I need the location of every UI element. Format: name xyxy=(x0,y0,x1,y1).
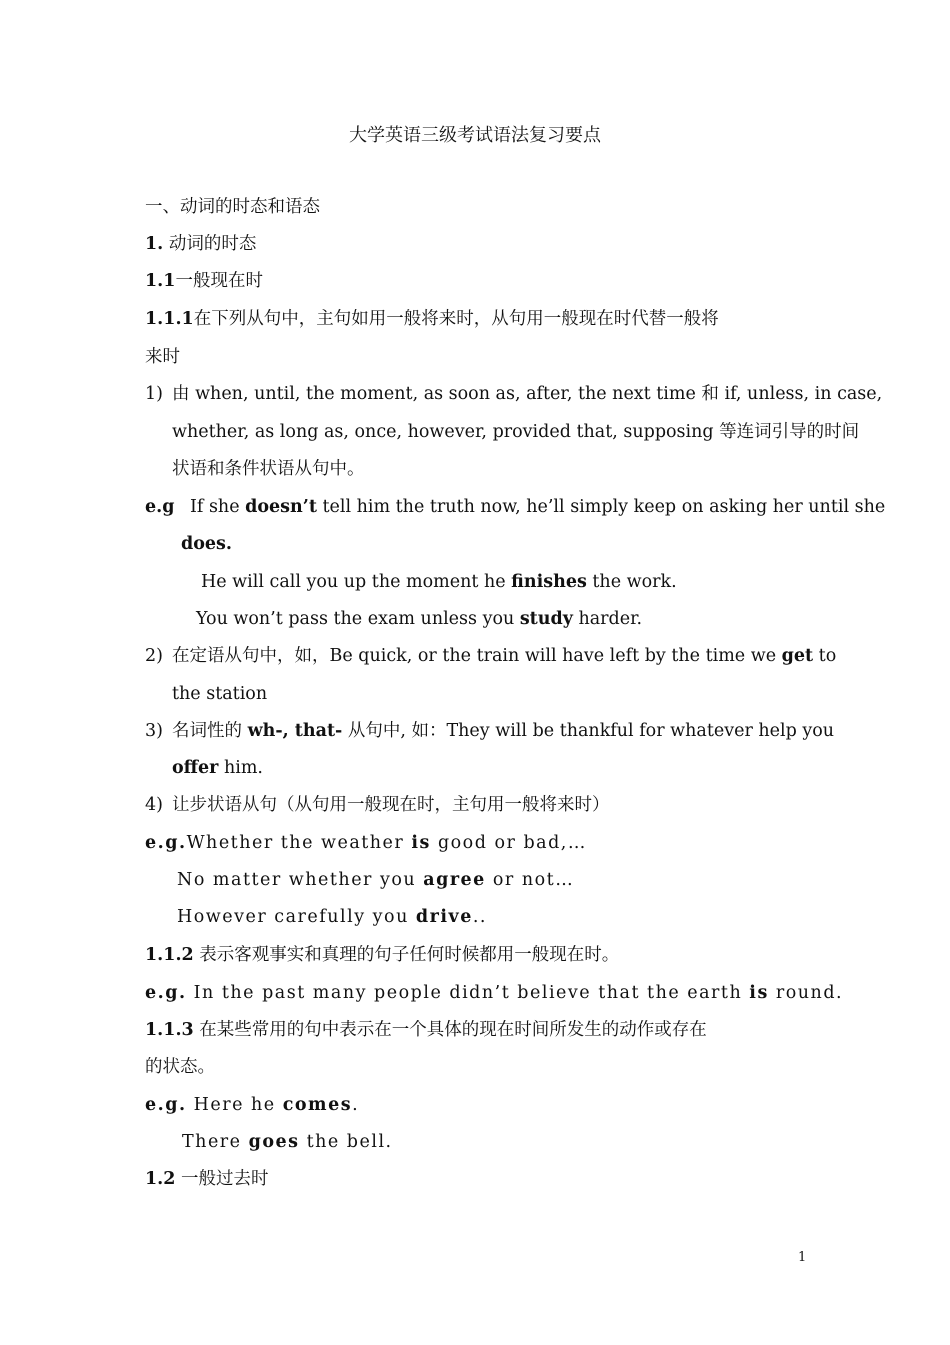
heading-text: 动词的时态 xyxy=(163,234,257,254)
list-item xyxy=(145,645,837,667)
list-text: 由 when, until, the moment, as soon as, after, the next time 和 if, unless, in case, xyxy=(172,384,883,404)
rule-line xyxy=(145,308,719,330)
rule-text: 表示客观事实和真理的句子任何时候都用一般现在时。 xyxy=(193,945,620,965)
list-item xyxy=(145,720,835,742)
list-text: 让步状语从句（从句用一般现在时，主句用一般将来时） xyxy=(172,795,610,815)
rule-number: 1.1.3 xyxy=(145,1020,194,1040)
example-label: e.g. xyxy=(145,833,187,853)
rule-text: 在某些常用的句中表示在一个具体的现在时间所发生的动作或存在 xyxy=(193,1020,707,1040)
list-item-continued: the station xyxy=(172,684,268,704)
rule-line-continued: 的状态。 xyxy=(145,1057,215,1077)
list-item-continued: 状语和条件状语从句中。 xyxy=(172,459,365,479)
heading-text: 一般过去时 xyxy=(175,1169,269,1189)
heading-number: 1. xyxy=(145,234,164,254)
example-text: If she doesn’t tell him the truth now, he’ll simply keep on asking her until she xyxy=(190,497,886,517)
example-line: e.g.Whether the weather is good or bad,… xyxy=(145,833,587,853)
list-number: 4) xyxy=(145,795,163,815)
page-number: 1 xyxy=(798,1250,807,1265)
list-number: 1) xyxy=(145,384,163,404)
example-text-continued: does. xyxy=(181,534,232,554)
list-item-continued: whether, as long as, once, however, provided that, supposing 等连词引导的时间 xyxy=(172,422,860,442)
rule-line xyxy=(145,1019,707,1041)
list-item xyxy=(145,794,610,816)
list-number: 2) xyxy=(145,646,163,666)
example-line: e.g. In the past many people didn’t believe that the earth is round. xyxy=(145,983,844,1003)
subsection-heading xyxy=(145,270,263,292)
subsection-heading xyxy=(145,233,256,255)
list-item xyxy=(145,383,883,405)
example-line: e.g. Here he comes. xyxy=(145,1095,360,1115)
rule-number: 1.1.2 xyxy=(145,945,194,965)
heading-text: 一般现在时 xyxy=(175,271,263,291)
section-heading: 一、动词的时态和语态 xyxy=(145,197,320,217)
example-line: However carefully you drive.. xyxy=(177,907,487,927)
list-text: 在定语从句中，如，Be quick, or the train will have left by the time we get to xyxy=(172,646,837,666)
example-line: There goes the bell. xyxy=(182,1132,393,1152)
rule-line xyxy=(145,944,619,966)
example-line xyxy=(145,496,886,518)
rule-text: 在下列从句中，主句如用一般将来时，从句用一般现在时代替一般将 xyxy=(193,309,719,329)
rule-number: 1.1.1 xyxy=(145,309,194,329)
list-text: 名词性的 wh-, that- 从句中, 如：They will be thankful for whatever help you xyxy=(172,721,835,741)
heading-number: 1.1 xyxy=(145,271,176,291)
example-line: No matter whether you agree or not… xyxy=(177,870,575,890)
example-line: He will call you up the moment he finishes the work. xyxy=(201,572,677,592)
example-label: e.g xyxy=(145,497,175,517)
list-item-continued: offer him. xyxy=(172,758,263,778)
page-title: 大学英语三级考试语法复习要点 xyxy=(349,125,601,146)
example-label: e.g. xyxy=(145,1095,187,1115)
rule-line-continued: 来时 xyxy=(145,347,180,367)
heading-number: 1.2 xyxy=(145,1169,176,1189)
example-label: e.g. xyxy=(145,983,187,1003)
example-line: You won’t pass the exam unless you study harder. xyxy=(196,609,643,629)
subsection-heading xyxy=(145,1168,269,1190)
list-number: 3) xyxy=(145,721,163,741)
